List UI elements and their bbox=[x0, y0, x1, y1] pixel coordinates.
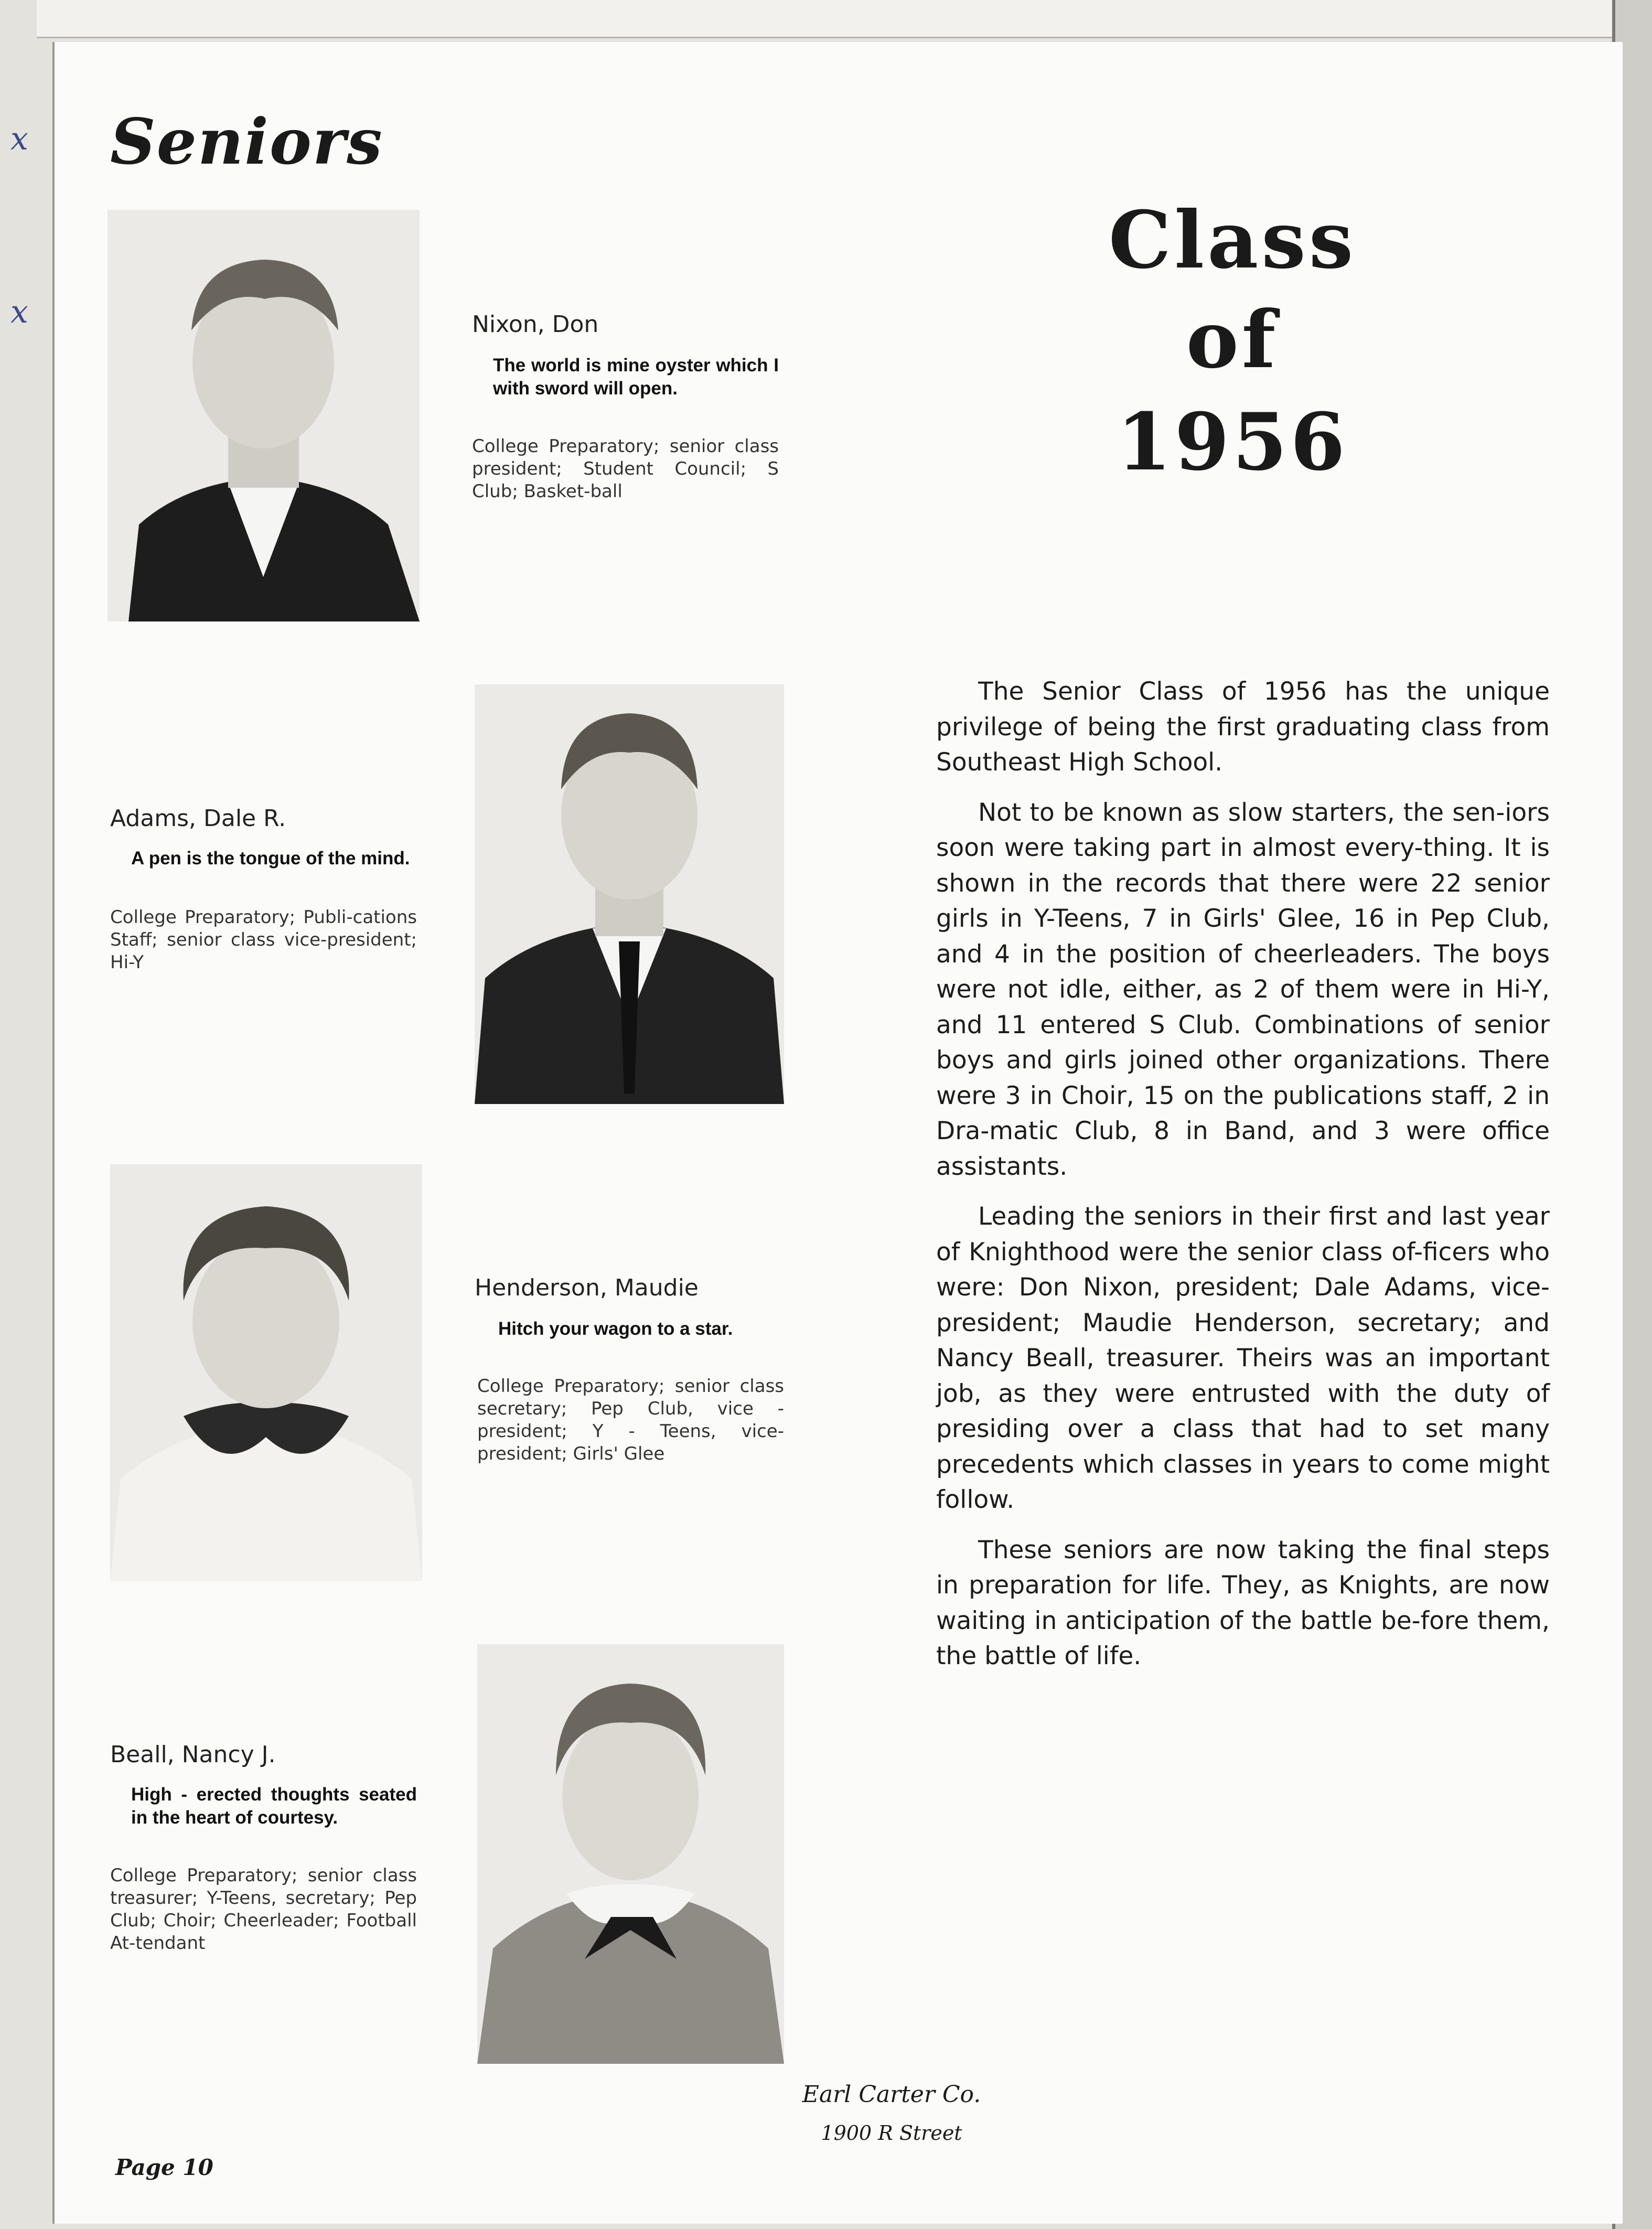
class-heading-line3: 1956 bbox=[1117, 396, 1348, 488]
margin-pen-mark: x bbox=[10, 294, 28, 330]
senior-name: Adams, Dale R. bbox=[110, 805, 286, 832]
narrative-paragraph: These seniors are now taking the final steps in preparation for life. They, as Knights, are now waiting in anticipation of the battle be-fore them, the battle of life. bbox=[936, 1535, 1550, 1670]
narrative-paragraph: Leading the seniors in their first and last year of Knighthood were the senior class of-ficers who were: Don Nixon, president; Dale Adams, vice-president; Maudie Henderson, secretary; and Nancy Beall, treasurer. Theirs was an important job, as they were entrusted with the duty of presiding over a class that had to set many precedents which classes in years to come might follow. bbox=[936, 1202, 1550, 1514]
senior-motto: The world is mine oyster which I with sword will open. bbox=[493, 355, 779, 399]
senior-name: Beall, Nancy J. bbox=[110, 1741, 276, 1768]
senior-activities: College Preparatory; senior class president; Student Council; S Club; Basket-ball bbox=[472, 436, 779, 502]
printer-address: 1900 R Street bbox=[821, 2121, 962, 2145]
portrait-photo bbox=[108, 210, 420, 621]
senior-name: Nixon, Don bbox=[472, 311, 599, 338]
margin-pen-mark: x bbox=[10, 121, 28, 157]
narrative-paragraph: The Senior Class of 1956 has the unique privilege of being the first graduating class from Southeast High School. bbox=[936, 677, 1550, 777]
senior-motto: High - erected thoughts seated in the heart of courtesy. bbox=[131, 1784, 417, 1828]
portrait-photo bbox=[110, 1164, 422, 1581]
class-narrative bbox=[936, 674, 1550, 1689]
portrait-photo bbox=[477, 1644, 784, 2064]
portrait-photo bbox=[475, 684, 784, 1104]
class-heading-line1: Class bbox=[1108, 194, 1357, 286]
senior-motto: Hitch your wagon to a star. bbox=[498, 1319, 733, 1339]
narrative-paragraph: Not to be known as slow starters, the sen-iors soon were taking part in almost every-thing. It is shown in the records that there were 22 senior girls in Y-Teens, 7 in Girls' Glee, 16 in Pep Club, and 4 in the position of cheerleaders. The boys were not idle, either, as 2 of them were in Hi-Y, and 11 entered S Club. Combinations of senior boys and girls joined other organizations. There were 3 in Choir, 15 on the publications staff, 2 in Dra-matic Club, 8 in Band, and 3 were office assistants. bbox=[936, 798, 1550, 1181]
senior-motto: A pen is the tongue of the mind. bbox=[131, 848, 410, 869]
senior-activities: College Preparatory; senior class secretary; Pep Club, vice - president; Y - Teens, vice-president; Girls' Glee bbox=[477, 1376, 784, 1464]
senior-activities: College Preparatory; senior class treasurer; Y-Teens, secretary; Pep Club; Choir; Cheerleader; Football At-tendant bbox=[110, 1865, 417, 1954]
section-title: Seniors bbox=[110, 105, 383, 179]
senior-activities: College Preparatory; Publi-cations Staff; senior class vice-president; Hi-Y bbox=[110, 907, 417, 973]
page-number: Page 10 bbox=[115, 2155, 213, 2180]
page-stack-top-edge bbox=[37, 0, 1615, 38]
printer-name: Earl Carter Co. bbox=[802, 2081, 981, 2108]
senior-name: Henderson, Maudie bbox=[475, 1274, 699, 1301]
class-heading-line2: of bbox=[1186, 294, 1279, 386]
